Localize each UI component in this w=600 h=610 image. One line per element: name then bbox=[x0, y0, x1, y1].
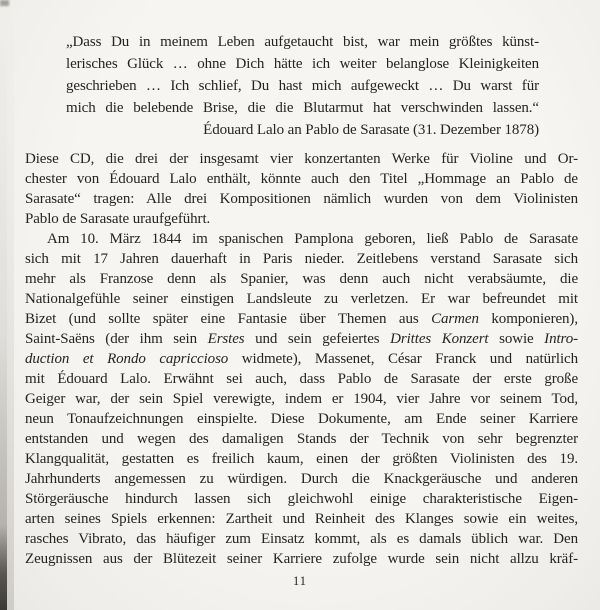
text-line: sich mit 17 Jahren dauerhaft in Paris nieder. Zeitlebens verstand Sarasate sich bbox=[25, 251, 578, 267]
text-line: Klangqualität, gestatten es freilich kaum, einen der größten Violinisten des 19. bbox=[25, 451, 578, 467]
text-line: lerisches Glück … ohne Dich hätte ich weiter belanglose Kleinigkeiten bbox=[66, 56, 539, 72]
paragraph bbox=[25, 229, 578, 569]
text-line: Pablo de Sarasate uraufgeführt. bbox=[25, 211, 211, 227]
quote-attribution: Édouard Lalo an Pablo de Sarasate (31. Dezember 1878) bbox=[203, 122, 539, 138]
text-line: Störgeräusche hindurch lassen sich gleichwohl einige charakteristische Eigen- bbox=[25, 491, 578, 507]
text-line: Nationalgefühle seiner einstigen Landsleute zu verletzen. Er war befreundet mit bbox=[25, 291, 578, 307]
text-line: Geiger war, der sein Spiel verewigte, indem er 1904, vier Jahre vor seinem Tod, bbox=[25, 391, 578, 407]
text-line: Bizet (und sollte später eine Fantasie über Themen aus Carmen komponieren), bbox=[25, 311, 578, 327]
text-line: neun Tonaufzeichnungen einspielte. Diese Dokumente, am Ende seiner Karriere bbox=[25, 411, 578, 427]
text-line: mich die belebende Brise, die die Blutarmut hat verschwinden lassen.“ bbox=[66, 100, 539, 116]
text-line: entstanden und wegen des damaligen Stands der Technik von sehr begrenzter bbox=[25, 431, 578, 447]
quote-block bbox=[66, 31, 539, 141]
text-line: Diese CD, die drei der insgesamt vier konzertanten Werke für Violine und Or- bbox=[25, 151, 578, 167]
page-content bbox=[25, 31, 578, 569]
italic-work-title: Drittes Konzert bbox=[390, 331, 489, 347]
text-line: arten seines Spiels erkennen: Zartheit und Reinheit des Klanges sowie ein weites, bbox=[25, 511, 578, 527]
text-line: „Dass Du in meinem Leben aufgetaucht bist, war mein größtes künst- bbox=[66, 34, 539, 50]
scan-corner-smudge bbox=[0, 0, 9, 6]
italic-work-title: Intro- bbox=[544, 331, 579, 347]
scan-edge-shadow-dark bbox=[0, 0, 7, 610]
text-line: Saint-Saëns (der ihm sein Erstes und sein gefeiertes Drittes Konzert sowie Intro- bbox=[25, 331, 579, 347]
page-number: 11 bbox=[292, 574, 308, 588]
text-line: rasches Vibrato, das häufiger zum Einsatz kommt, als es damals üblich war. Den bbox=[25, 531, 578, 547]
italic-work-title: duction et Rondo capriccioso bbox=[25, 351, 229, 367]
italic-work-title: Erstes bbox=[207, 331, 245, 347]
text-line: mehr als Franzose denn als Spanier, was denn auch nicht verabsäumte, die bbox=[25, 271, 578, 287]
quote-lines bbox=[66, 31, 539, 119]
scan-edge-shadow-soft bbox=[0, 0, 14, 610]
text-line: mit Édouard Lalo. Erwähnt sei auch, dass Pablo de Sarasate der erste große bbox=[25, 371, 578, 387]
text-line: geschrieben … Ich schlief, Du hast mich aufgeweckt … Du warst für bbox=[66, 78, 539, 94]
paragraph bbox=[25, 149, 578, 229]
text-line: duction et Rondo capriccioso widmete), Massenet, César Franck und natürlich bbox=[25, 351, 578, 367]
text-line: Am 10. März 1844 im spanischen Pamplona geboren, ließ Pablo de Sarasate bbox=[47, 231, 578, 247]
italic-work-title: Carmen bbox=[431, 311, 479, 327]
text-line: Zeugnissen aus der Blütezeit seiner Karriere zufolge wurde sein nicht allzu kräf- bbox=[25, 551, 578, 567]
text-line: Sarasate“ tragen: Alle drei Kompositionen nämlich wurden von dem Violinisten bbox=[25, 191, 578, 207]
body-text bbox=[25, 149, 578, 569]
text-line: chester von Édouard Lalo enthält, könnte auch den Titel „Hommage an Pablo de bbox=[25, 171, 578, 187]
text-line: Jahrhunderts angemessen zu würdigen. Durch die Knackgeräusche und anderen bbox=[25, 471, 578, 487]
